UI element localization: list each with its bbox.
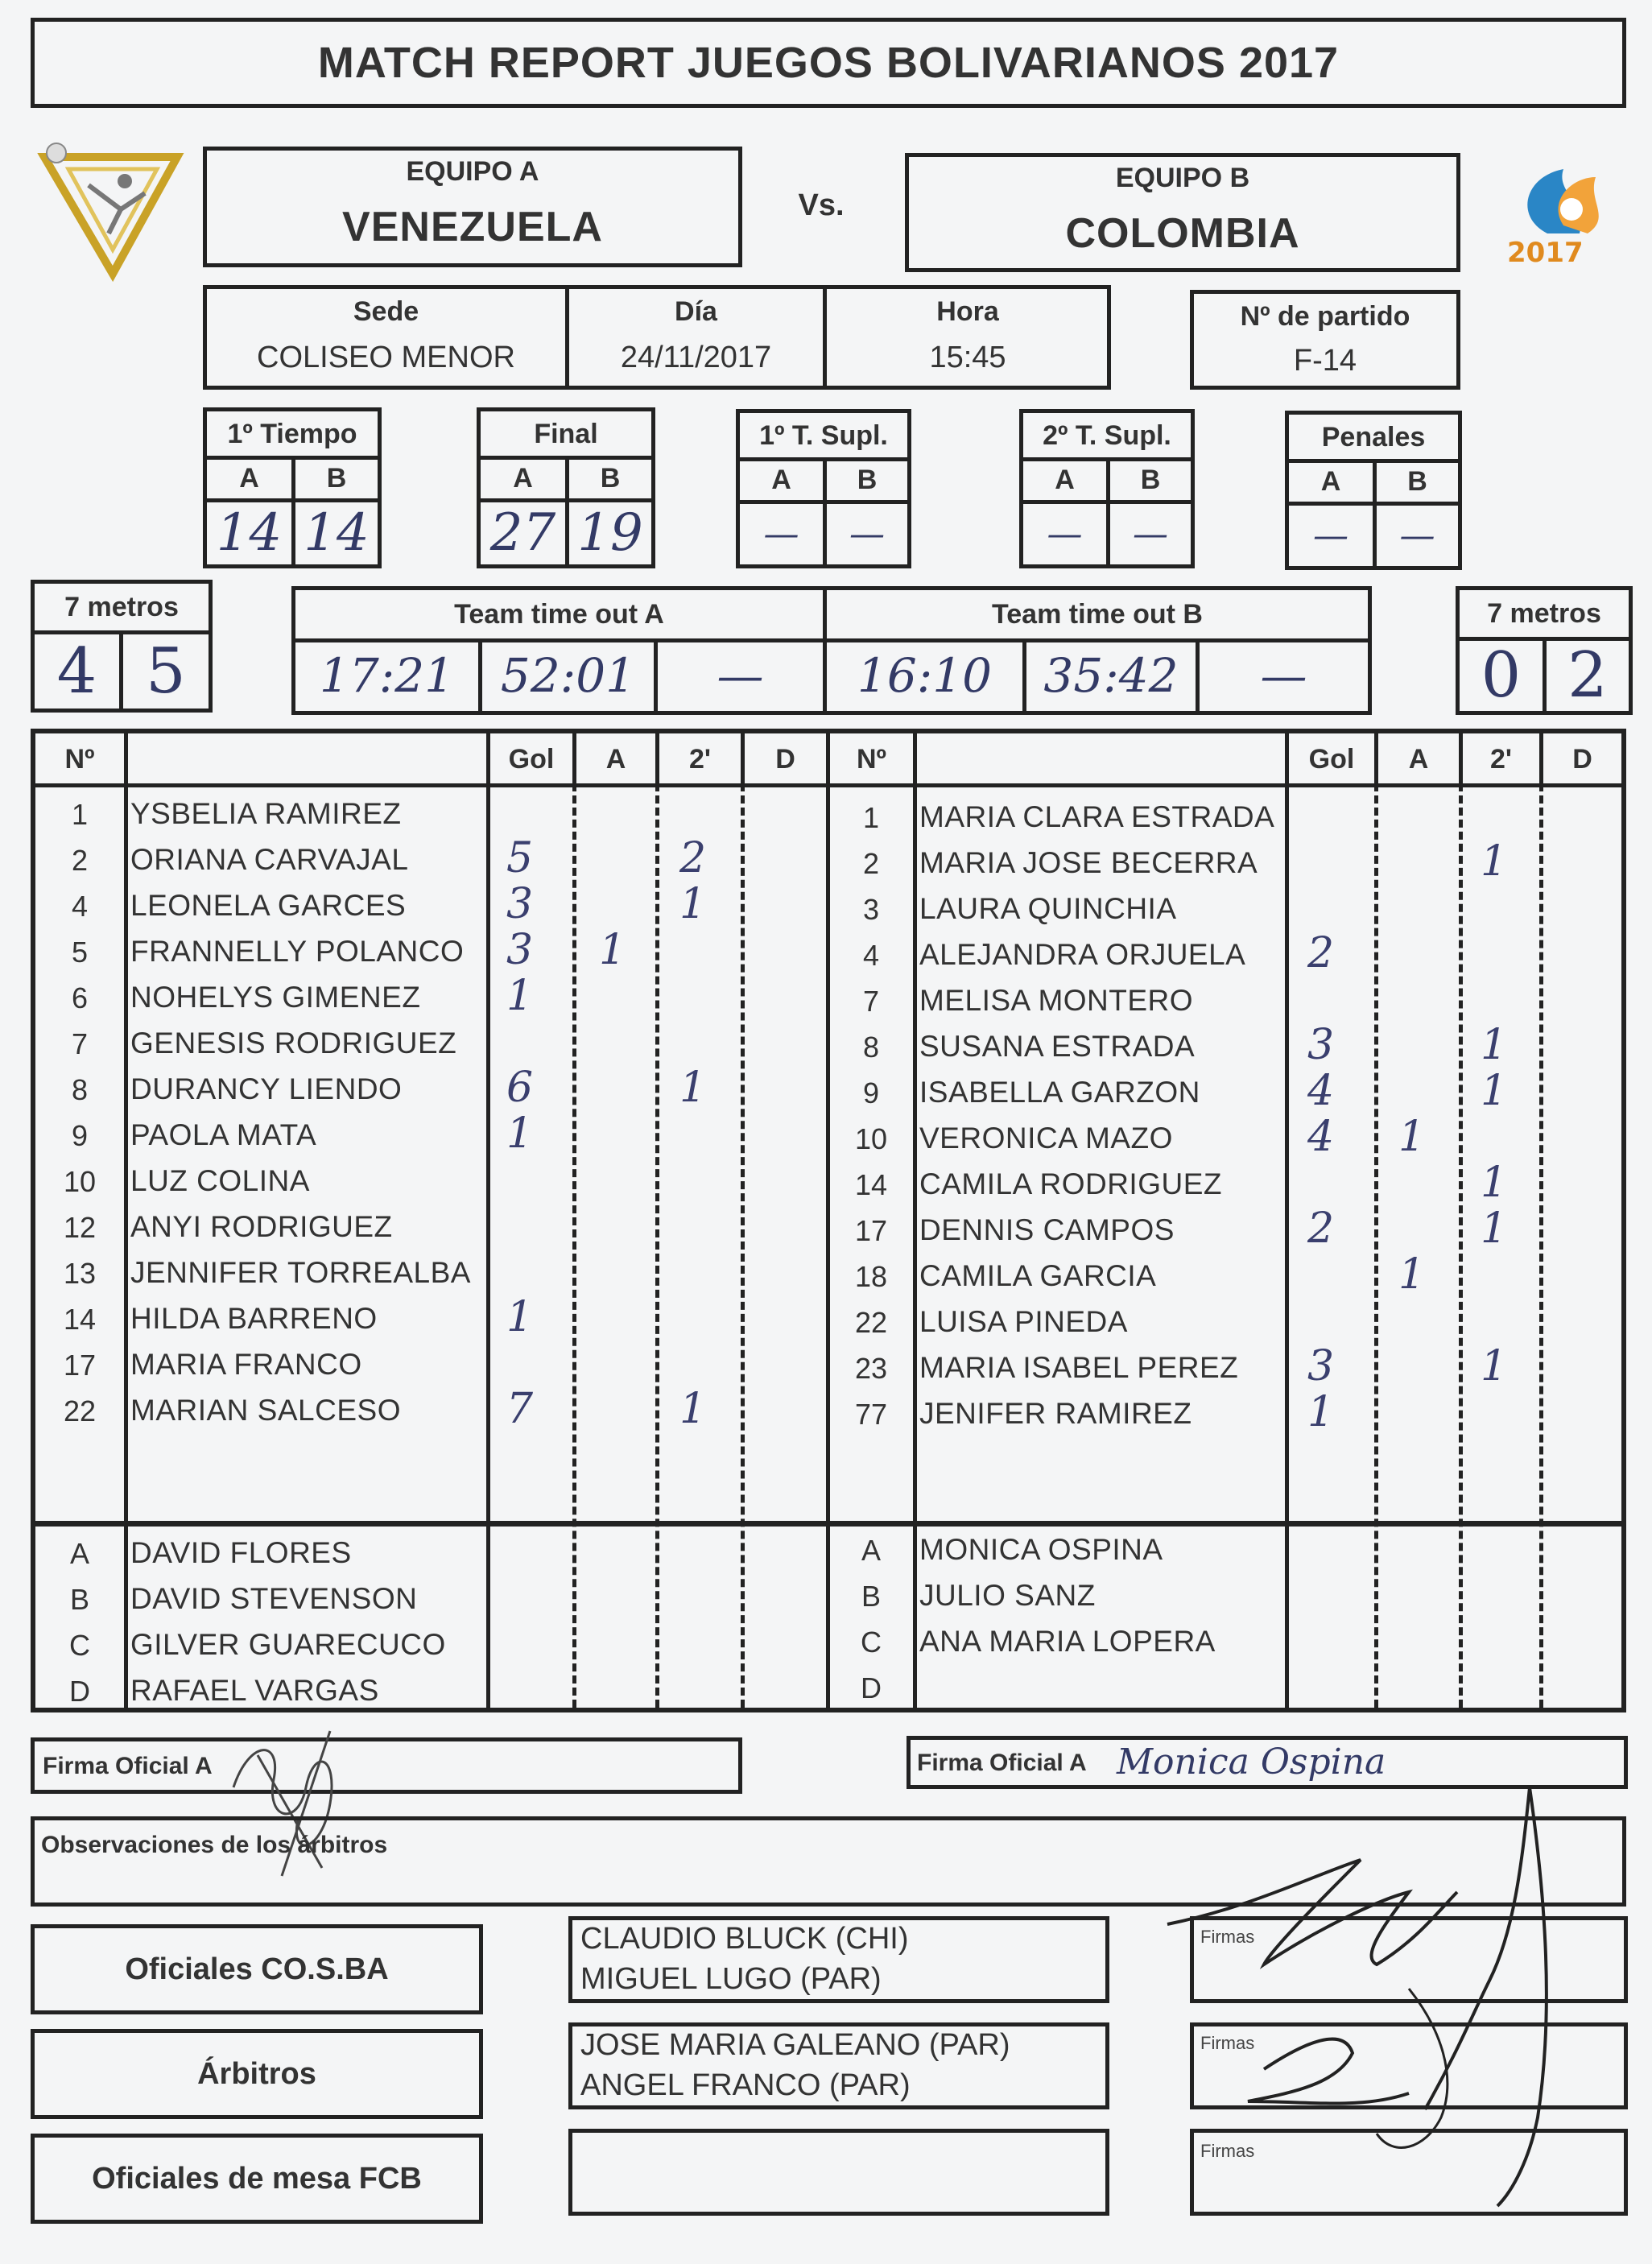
arbitros-label-box	[31, 2029, 483, 2119]
seven-meters-a	[31, 580, 213, 713]
player-name-a: MARIAN SALCESO	[130, 1394, 401, 1427]
timeouts-box	[291, 586, 1372, 715]
official-code-b: B	[861, 1580, 881, 1613]
header-no-a: Nº	[64, 743, 95, 775]
player-number-a: 17	[63, 1349, 97, 1382]
player-number-b: 22	[854, 1306, 888, 1339]
first-half-score-b: 14	[304, 503, 370, 563]
player-goals-b: 3	[1307, 1021, 1335, 1069]
player-name-b: MARIA CLARA ESTRADA	[919, 800, 1275, 833]
player-number-a: 7	[71, 1027, 89, 1060]
official-code-a: A	[69, 1537, 89, 1570]
score-first-half	[203, 407, 382, 568]
player-name-b: CAMILA GARCIA	[919, 1259, 1157, 1292]
player-name-b: VERONICA MAZO	[919, 1122, 1173, 1155]
team-b-box	[905, 153, 1460, 272]
signature-b-label: Firma Oficial A	[917, 1750, 1087, 1776]
player-name-b: LAURA QUINCHIA	[919, 892, 1177, 925]
player-suspension-a: 1	[679, 1385, 707, 1433]
match-number-value: F-14	[1293, 343, 1357, 378]
player-suspension-b: 1	[1481, 1159, 1508, 1207]
first-half-label: 1º Tiempo	[227, 418, 357, 449]
score-penalties	[1285, 411, 1462, 570]
handball-federation-logo	[32, 137, 185, 282]
final-col-a: A	[513, 462, 533, 494]
mesa-label-box	[31, 2134, 483, 2224]
player-name-a: DURANCY LIENDO	[130, 1072, 403, 1105]
first-extra-score-b: —	[849, 513, 885, 555]
cosba-firmas-label: Firmas	[1200, 1927, 1255, 1947]
dia-label: Día	[675, 295, 717, 327]
player-suspension-a: 2	[679, 834, 707, 882]
timeout-b-3: —	[1260, 648, 1307, 703]
player-number-b: 1	[862, 801, 880, 834]
player-goals-b: 4	[1307, 1113, 1335, 1161]
official-name-b: ANA MARIA LOPERA	[919, 1625, 1216, 1658]
player-name-a: YSBELIA RAMIREZ	[130, 797, 402, 830]
player-goals-a: 6	[506, 1064, 534, 1112]
score-final	[477, 407, 655, 568]
arbitros-label: Árbitros	[197, 2056, 316, 2091]
player-name-b: SUSANA ESTRADA	[919, 1030, 1196, 1063]
official-name-b: MONICA OSPINA	[919, 1533, 1163, 1566]
cosba-official-1: CLAUDIO BLUCK (CHI)	[580, 1922, 909, 1956]
second-extra-label: 2º T. Supl.	[1043, 419, 1171, 451]
referee-1: JOSE MARIA GALEANO (PAR)	[580, 2028, 1010, 2062]
page-title: MATCH REPORT JUEGOS BOLIVARIANOS 2017	[317, 39, 1340, 87]
official-code-a: C	[69, 1629, 90, 1662]
header-a-b: A	[1408, 743, 1429, 775]
player-number-b: 2	[862, 847, 880, 880]
official-name-a: DAVID STEVENSON	[130, 1582, 418, 1615]
timeout-a-label: Team time out A	[454, 598, 664, 630]
team-a-name: VENEZUELA	[342, 204, 603, 250]
header-gol-b: Gol	[1308, 743, 1355, 775]
header-gol-a: Gol	[508, 743, 555, 775]
timeout-a-3: —	[717, 648, 764, 703]
second-extra-score-b: —	[1133, 513, 1168, 555]
seven-meters-b-label: 7 metros	[1487, 597, 1601, 629]
player-goals-a: 5	[506, 834, 534, 882]
final-score-a: 27	[489, 503, 556, 563]
official-code-b: C	[861, 1626, 882, 1659]
official-name-b: JULIO SANZ	[919, 1579, 1096, 1612]
player-number-b: 77	[854, 1398, 888, 1431]
signature-a-label: Firma Oficial A	[43, 1753, 213, 1779]
player-number-a: 14	[63, 1303, 97, 1336]
official-name-a: RAFAEL VARGAS	[130, 1674, 379, 1707]
cosba-official-2: MIGUEL LUGO (PAR)	[580, 1962, 882, 1996]
header-2min-a: 2'	[689, 743, 711, 775]
player-number-b: 8	[862, 1031, 880, 1064]
final-label: Final	[534, 418, 598, 449]
player-name-a: NOHELYS GIMENEZ	[130, 981, 421, 1014]
player-name-b: CAMILA RODRIGUEZ	[919, 1167, 1222, 1200]
player-number-a: 10	[63, 1165, 97, 1198]
player-warning-b: 1	[1398, 1250, 1426, 1299]
player-name-b: ALEJANDRA ORJUELA	[919, 938, 1246, 971]
player-name-a: HILDA BARRENO	[130, 1302, 378, 1335]
penalties-score-a: —	[1313, 514, 1348, 556]
player-name-a: LEONELA GARCES	[130, 889, 407, 922]
timeout-a-1: 17:21	[319, 648, 455, 703]
player-name-b: MARIA JOSE BECERRA	[919, 846, 1258, 879]
timeout-a-2: 52:01	[500, 648, 636, 703]
player-goals-a: 1	[506, 972, 534, 1020]
header-2min-b: 2'	[1490, 743, 1512, 775]
player-number-b: 17	[854, 1214, 888, 1247]
official-code-b: A	[861, 1534, 881, 1567]
vs-label: Vs.	[798, 188, 845, 222]
mesa-firmas-label: Firmas	[1200, 2141, 1255, 2161]
second-extra-col-b: B	[1140, 464, 1161, 495]
bolivarianos-2017-logo	[1499, 145, 1644, 274]
official-code-a: D	[69, 1675, 90, 1708]
player-name-a: MARIA FRANCO	[130, 1348, 362, 1381]
player-name-b: ISABELLA GARZON	[919, 1076, 1200, 1109]
player-suspension-b: 1	[1481, 1067, 1508, 1115]
player-number-a: 4	[71, 890, 89, 923]
sede-value: COLISEO MENOR	[257, 340, 515, 374]
officials-signature-scribbles	[1151, 1771, 1602, 2222]
player-warning-b: 1	[1398, 1113, 1426, 1161]
player-name-a: GENESIS RODRIGUEZ	[130, 1027, 457, 1060]
mesa-label: Oficiales de mesa FCB	[92, 2161, 422, 2196]
player-number-b: 3	[862, 893, 880, 926]
first-half-score-a: 14	[216, 503, 283, 563]
second-extra-col-a: A	[1055, 464, 1075, 495]
player-goals-b: 2	[1307, 929, 1335, 977]
score-second-extra	[1019, 409, 1195, 568]
player-name-a: JENNIFER TORREALBA	[130, 1256, 471, 1289]
player-number-a: 6	[71, 981, 89, 1014]
player-suspension-b: 1	[1481, 1021, 1508, 1069]
cosba-label-box	[31, 1924, 483, 2014]
player-goals-b: 1	[1307, 1388, 1335, 1436]
player-goals-b: 2	[1307, 1204, 1335, 1253]
player-warning-a: 1	[599, 926, 626, 974]
arbitros-firmas-label: Firmas	[1200, 2033, 1255, 2053]
mesa-names-box	[568, 2129, 1109, 2216]
penalties-col-b: B	[1407, 465, 1427, 497]
player-name-b: MELISA MONTERO	[919, 984, 1194, 1017]
player-goals-b: 4	[1307, 1067, 1335, 1115]
seven-meters-b-attempts: 2	[1567, 639, 1608, 712]
player-name-a: FRANNELLY POLANCO	[130, 935, 465, 968]
player-number-a: 2	[71, 844, 89, 877]
official-name-a: DAVID FLORES	[130, 1536, 352, 1569]
cosba-names-box	[568, 1916, 1109, 2003]
player-number-b: 14	[854, 1168, 888, 1201]
official-code-b: D	[861, 1671, 882, 1704]
hora-value: 15:45	[929, 340, 1006, 374]
header-no-b: Nº	[857, 743, 886, 775]
team-a-label: EQUIPO A	[406, 155, 539, 187]
first-half-col-b: B	[326, 462, 347, 494]
penalties-score-b: —	[1399, 514, 1435, 556]
match-number-label: Nº de partido	[1240, 300, 1410, 332]
player-number-b: 4	[862, 939, 880, 972]
cosba-label: Oficiales CO.S.BA	[125, 1952, 389, 1986]
player-number-a: 5	[71, 936, 89, 969]
header-d-a: D	[775, 743, 795, 775]
arbitros-names-box	[568, 2022, 1109, 2109]
seven-meters-a-label: 7 metros	[64, 591, 179, 622]
player-goals-a: 1	[506, 1293, 534, 1341]
title-box	[31, 18, 1626, 108]
player-suspension-a: 1	[679, 1064, 707, 1112]
player-number-a: 8	[71, 1073, 89, 1106]
first-extra-col-b: B	[857, 464, 878, 495]
match-number-box	[1190, 290, 1460, 390]
second-extra-score-a: —	[1047, 513, 1083, 555]
observations-label: Observaciones de los árbitros	[41, 1832, 388, 1858]
first-extra-label: 1º T. Supl.	[759, 419, 888, 451]
signature-b-name: Monica Ospina	[1117, 1741, 1386, 1783]
logo-year-text: 2017	[1507, 237, 1584, 269]
player-name-b: DENNIS CAMPOS	[919, 1213, 1175, 1246]
player-number-a: 9	[71, 1119, 89, 1152]
player-number-b: 18	[854, 1260, 888, 1293]
hora-label: Hora	[936, 295, 999, 327]
player-goals-a: 3	[506, 880, 534, 928]
player-suspension-b: 1	[1481, 1342, 1508, 1390]
match-info-box	[203, 285, 1111, 390]
player-number-a: 12	[63, 1211, 97, 1244]
player-name-a: LUZ COLINA	[130, 1164, 310, 1197]
timeout-b-label: Team time out B	[992, 598, 1203, 630]
player-number-b: 9	[862, 1076, 880, 1109]
player-number-a: 13	[63, 1257, 97, 1290]
timeout-b-2: 35:42	[1043, 648, 1179, 703]
dia-value: 24/11/2017	[620, 340, 772, 374]
player-goals-b: 3	[1307, 1342, 1335, 1390]
player-name-b: MARIA ISABEL PEREZ	[919, 1351, 1239, 1384]
seven-meters-b	[1456, 586, 1633, 715]
player-goals-a: 3	[506, 926, 534, 974]
score-first-extra	[736, 409, 911, 568]
player-number-a: 1	[71, 798, 89, 831]
first-extra-col-a: A	[771, 464, 791, 495]
roster-table	[31, 729, 1626, 1712]
seven-meters-a-attempts: 5	[146, 635, 186, 708]
seven-meters-b-goals: 0	[1481, 639, 1522, 712]
player-number-b: 23	[854, 1352, 888, 1385]
team-b-label: EQUIPO B	[1115, 162, 1250, 193]
penalties-label: Penales	[1321, 421, 1426, 452]
penalties-col-a: A	[1320, 465, 1341, 497]
player-name-b: LUISA PINEDA	[919, 1305, 1128, 1338]
player-name-a: PAOLA MATA	[130, 1118, 317, 1151]
player-goals-a: 7	[506, 1385, 534, 1433]
player-number-b: 7	[862, 985, 880, 1018]
timeout-b-1: 16:10	[857, 648, 993, 703]
player-number-a: 22	[63, 1394, 97, 1427]
player-name-a: ORIANA CARVAJAL	[130, 843, 409, 876]
header-a-a: A	[605, 743, 626, 775]
team-a-box	[203, 147, 742, 267]
official-name-a: GILVER GUARECUCO	[130, 1628, 446, 1661]
player-name-a: ANYI RODRIGUEZ	[130, 1210, 393, 1243]
first-half-col-a: A	[239, 462, 259, 494]
player-suspension-b: 1	[1481, 1204, 1508, 1253]
signature-box-a	[31, 1737, 742, 1794]
player-name-b: JENIFER RAMIREZ	[919, 1397, 1192, 1430]
final-col-b: B	[600, 462, 621, 494]
player-suspension-a: 1	[679, 880, 707, 928]
player-suspension-b: 1	[1481, 837, 1508, 886]
sede-label: Sede	[353, 295, 419, 327]
player-goals-a: 1	[506, 1109, 534, 1158]
referee-2: ANGEL FRANCO (PAR)	[580, 2068, 911, 2102]
official-code-a: B	[69, 1583, 89, 1616]
first-extra-score-a: —	[763, 513, 799, 555]
final-score-b: 19	[577, 503, 643, 563]
team-b-name: COLOMBIA	[1065, 210, 1300, 257]
seven-meters-a-goals: 4	[56, 635, 97, 708]
player-number-b: 10	[854, 1122, 888, 1155]
header-d-b: D	[1572, 743, 1592, 775]
